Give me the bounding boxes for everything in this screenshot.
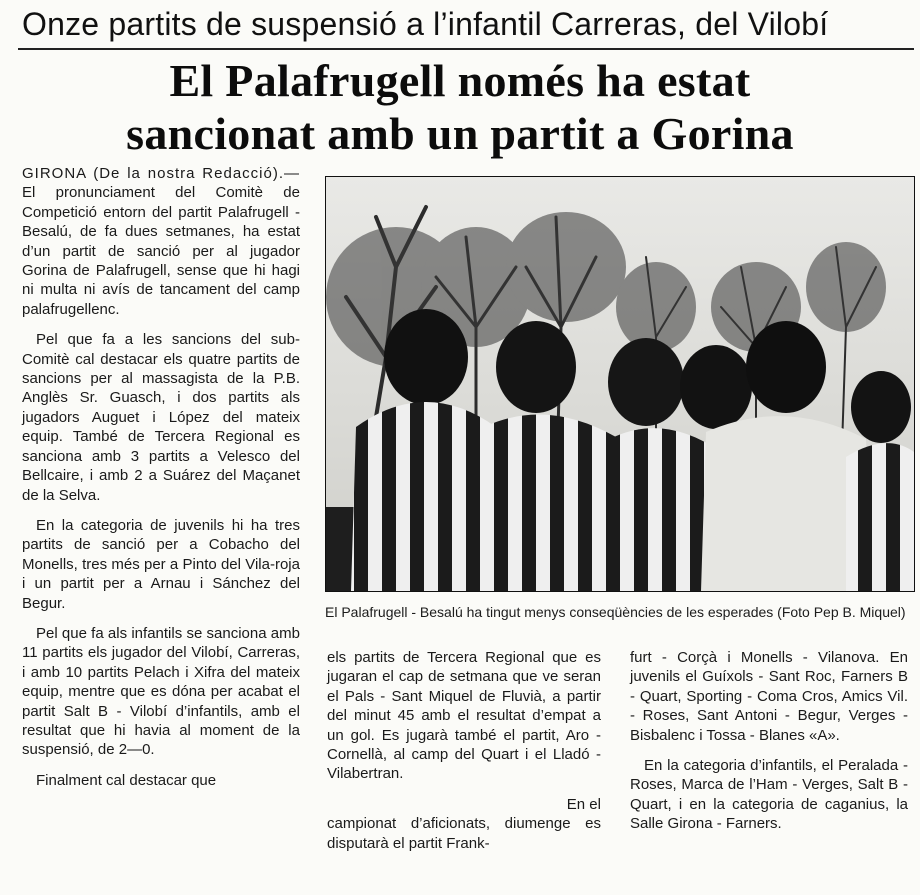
players-photo-image: [326, 177, 914, 591]
headline: [10, 54, 910, 160]
paragraph-1: [22, 164, 300, 319]
mid-paragraph-2-start: En el: [566, 795, 601, 813]
photo-caption: El Palafrugell - Besalú ha tingut menys conseqüències de les esperades (Foto Pep B. Miquel): [325, 604, 906, 620]
paragraph-1-text: El pronunciament del Comitè de Competició entorn del partit Palafrugell - Besalú, de fa dues setmanes, ha estat d’un partit de sanció per al jugador Gorina de Palafrugell, sense que hi hagi ni multa ni avís de tancament del camp palafrugellenc.: [22, 184, 300, 318]
paragraph-4: Pel que fa als infantils se sanciona amb 11 partits els jugador del Vilobí, Carreras, i amb 10 partits Pelach i Xifra del mateix equip, mentre que es dóna per acabat el partit Salt B - Vilobí d’infantils, amb el resultat que hi havia al moment de la suspensió, de 2—0.: [22, 624, 300, 759]
paragraph-3: En la categoria de juvenils hi ha tres partits de sanció per a Cobacho del Monells, tres més per a Pinto del Vila-roja i un partit per a Arnau i Sánchez del Begur.: [22, 516, 300, 612]
mid-paragraph-1: els partits de Tercera Regional que es jugaran el cap de setmana que ve seran el Pals - Sant Miquel de Fluvià, a partir del minut 45 amb el resultat d’empat a un gol. Es jugarà també el partit, Aro - Cornellà, al camp del Quart i el Lladó - Vilabertran.: [327, 649, 601, 783]
paragraph-2: Pel que fa a les sancions del sub-Comitè cal destacar els quatre partits de sancions per al massagista de la P.B. Anglès Sr. Guasch, i dos partits als jugadors Auguet i López del mateix equip. També de Tercera Regional es sanciona amb 3 partits a Velesco del Bellcaire, i amb 2 a Suárez del Maçanet de la Selva.: [22, 331, 300, 504]
headline-line-2: sancionat amb un partit a Gorina: [126, 108, 794, 159]
divider: [18, 48, 914, 50]
article-column-middle: [327, 648, 601, 864]
headline-line-1: El Palafrugell només ha estat: [169, 55, 751, 106]
paragraph-5: Finalment cal destacar que: [36, 771, 217, 789]
right-paragraph-1: furt - Corçà i Monells - Vilanova. En juvenils el Guíxols - Sant Roc, Farners B - Quart, Sporting - Coma Cros, Amics Vil. - Roses, Sant Antoni - Begur, Verges - Bisbalenc i Tossa - Blanes «A».: [630, 649, 908, 744]
right-paragraph-2: En la categoria d’infantils, el Peralada - Roses, Marca de l’Ham - Verges, Salt B - Quart, i en la categoria de caganius, la Salle Girona - Farners.: [630, 757, 908, 833]
news-photo: [325, 176, 915, 592]
article-column-right: [630, 648, 908, 845]
mid-paragraph-2: campionat d’aficionats, diumenge es disputarà el partit Frank-: [327, 815, 601, 852]
kicker-subheadline: Onze partits de suspensió a l’infantil Carreras, del Vilobí: [22, 6, 829, 42]
article-column-left: [22, 164, 300, 801]
dateline: GIRONA (De la nostra Redacció).—: [22, 165, 300, 182]
